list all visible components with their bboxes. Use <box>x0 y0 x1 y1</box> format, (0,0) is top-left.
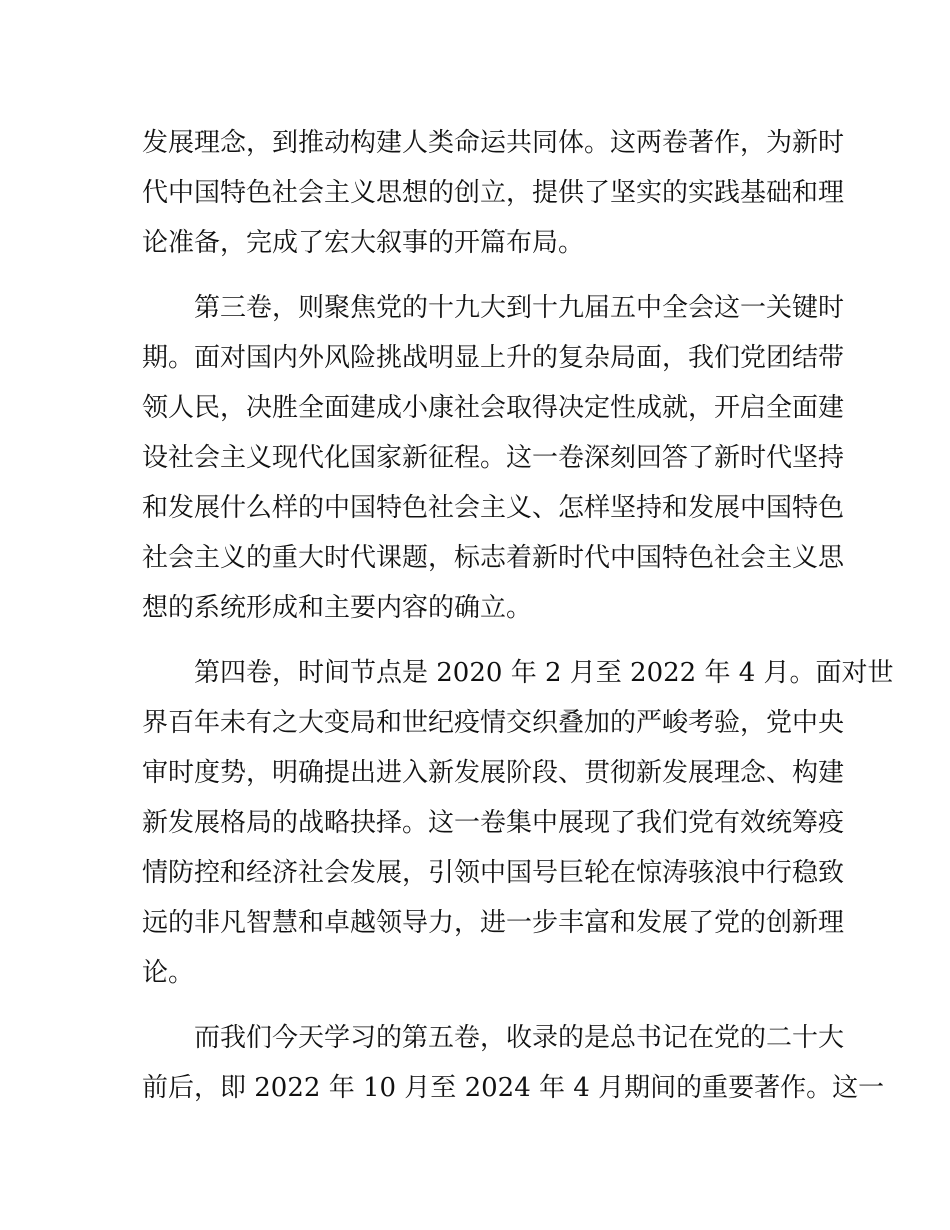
text-line: 代中国特色社会主义思想的创立，提供了坚实的实践基础和理 <box>142 178 845 208</box>
text-line: 界百年未有之大变局和世纪疫情交织叠加的严峻考验，党中央 <box>142 708 845 738</box>
text-line: 前后，即 2022 年 10 月至 2024 年 4 月期间的重要著作。这一 <box>142 1073 885 1103</box>
text-line: 社会主义的重大时代课题，标志着新时代中国特色社会主义思 <box>142 543 845 573</box>
text-line: 和发展什么样的中国特色社会主义、怎样坚持和发展中国特色 <box>142 493 845 523</box>
text-line: 而我们今天学习的第五卷，收录的是总书记在党的二十大 <box>194 1023 845 1053</box>
text-line: 论准备，完成了宏大叙事的开篇布局。 <box>142 228 585 258</box>
text-line: 审时度势，明确提出进入新发展阶段、贯彻新发展理念、构建 <box>142 758 845 788</box>
text-line: 论。 <box>142 958 195 988</box>
text-line: 远的非凡智慧和卓越领导力，进一步丰富和发展了党的创新理 <box>142 908 845 938</box>
text-line: 第四卷，时间节点是 2020 年 2 月至 2022 年 4 月。面对世 <box>194 658 894 688</box>
text-line: 设社会主义现代化国家新征程。这一卷深刻回答了新时代坚持 <box>142 443 845 473</box>
text-line: 期。面对国内外风险挑战明显上升的复杂局面，我们党团结带 <box>142 343 845 373</box>
text-line: 领人民，决胜全面建成小康社会取得决定性成就，开启全面建 <box>142 393 845 423</box>
text-line: 第三卷，则聚焦党的十九大到十九届五中全会这一关键时 <box>194 293 845 323</box>
text-line: 新发展格局的战略抉择。这一卷集中展现了我们党有效统筹疫 <box>142 808 845 838</box>
text-line: 发展理念，到推动构建人类命运共同体。这两卷著作，为新时 <box>142 128 845 158</box>
text-line: 情防控和经济社会发展，引领中国号巨轮在惊涛骇浪中行稳致 <box>142 858 845 888</box>
text-line: 想的系统形成和主要内容的确立。 <box>142 593 533 623</box>
